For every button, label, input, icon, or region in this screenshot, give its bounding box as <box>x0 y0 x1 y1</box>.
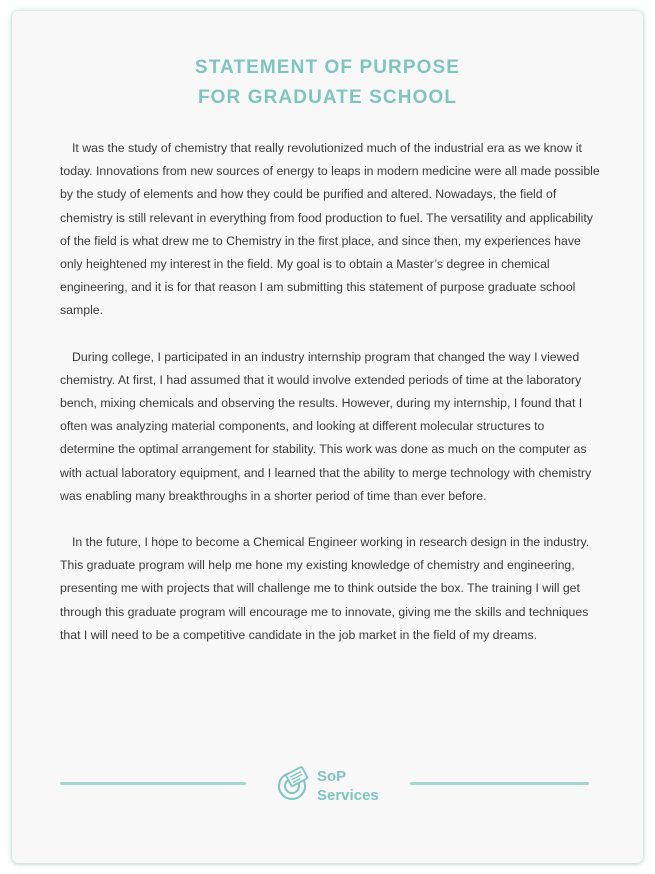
title-line-1: STATEMENT OF PURPOSE <box>194 57 461 78</box>
document-body <box>60 137 600 670</box>
paragraph-1: It was the study of chemistry that really revolutionized much of the industrial era as we know it today. Innovations from new sources of energy to leaps in modern medicine were all made possible by the study of elements and how they could be purified and altered. Nowadays, the field of chemistry is still relevant in everything from food production to fuel. The versatility and applicability of the field is what drew me to Chemistry in the first place, and since then, my experiences have only heightened my interest in the field. My goal is to obtain a Master’s degree in chemical engineering, and it is for that reason I am submitting this statement of purpose graduate school sample. <box>60 141 600 318</box>
logo-wordmark <box>317 767 379 805</box>
footer-divider-right <box>410 782 589 785</box>
page-title <box>12 53 643 113</box>
sop-services-logo-icon <box>276 765 312 801</box>
paragraph-3: In the future, I hope to become a Chemical Engineer working in research design in the industry. This graduate program will help me hone my existing knowledge of chemistry and engineering, presenting me with projects that will challenge me to think outside the box. The training I will get through this graduate program will encourage me to innovate, giving me the skills and techniques that I will need to be a competitive candidate in the job market in the field of my dreams. <box>60 535 590 642</box>
sop-services-logo <box>276 763 396 807</box>
footer-divider-left <box>60 782 246 785</box>
title-line-2: FOR GRADUATE SCHOOL <box>197 87 458 108</box>
document-page <box>12 11 643 863</box>
logo-line-1: SoP <box>317 768 347 785</box>
paragraph-2: During college, I participated in an industry internship program that changed the way I viewed chemistry. At first, I had assumed that it would involve extended periods of time at the laboratory bench, mixing chemicals and observing the results. However, during my internship, I found that I often was analyzing material components, and looking at different molecular structures to determine the optimal arrangement for stability. This work was done as much on the computer as with actual laboratory equipment, and I learned that the ability to merge technology with chemistry was enabling many breakthroughs in a shorter period of time than ever before. <box>60 349 592 503</box>
logo-line-2: Services <box>317 787 379 804</box>
